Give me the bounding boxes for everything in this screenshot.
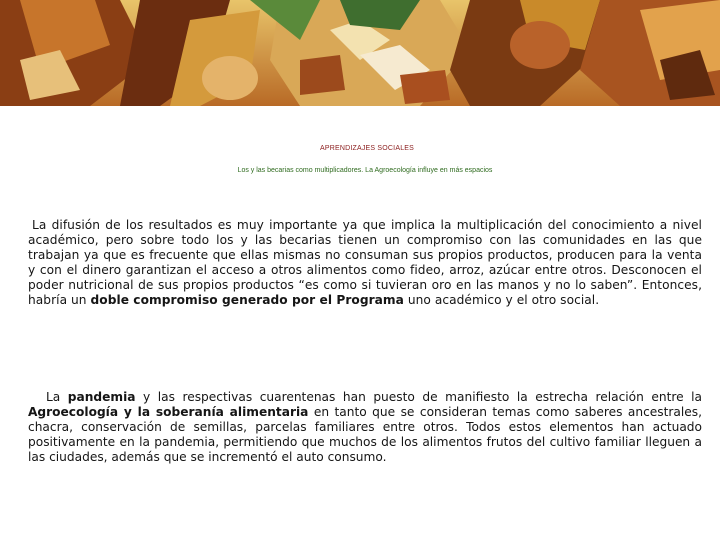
- section-heading: APRENDIZAJES SOCIALES: [319, 145, 415, 152]
- paragraph1-text-a: La difusión de los resultados es muy importante ya que implica la multiplicación del conocimiento a nivel académico, pero sobre todo los y las becarias tienen un compromiso con las comunidades en las que trabajan ya que es frecuente que ellas mismas no consuman sus propios productos, producen para la venta y con el dinero garantizan el acceso a otros alimentos como fideo, arroz, azúcar entre otros. Desconocen el poder nutricional de sus propios productos “es como si tuvieran oro en las manos y no lo saben”. Entonces, habría un: [28, 218, 702, 307]
- banner-painting: [0, 0, 720, 106]
- paragraph-dissemination: [28, 218, 702, 308]
- paragraph2-bold-a: pandemia: [67, 390, 136, 404]
- paragraph2-text-a: La: [46, 390, 68, 404]
- banner-artwork: [0, 0, 720, 106]
- paragraph-pandemic: [28, 390, 702, 465]
- paragraph1-bold-a: doble compromiso generado por el Programa: [90, 293, 404, 307]
- section-subheading: Los y las becarias como multiplicadores. La Agroecología influye en más espacios: [237, 167, 493, 174]
- paragraph2-text-b: y las respectivas cuarentenas han puesto de manifiesto la estrecha relación entre la: [135, 390, 702, 404]
- paragraph2-text-c: en tanto que se consideran temas como saberes ancestrales, chacra, conservación de semillas, parcelas familiares entre otros. Todos estos elementos han actuado positivamente en la pandemia, permitiendo que muchos de los alimentos frutos del cultivo familiar lleguen a las ciudades, además que se incrementó el auto consumo.: [28, 405, 702, 464]
- paragraph2-bold-b: Agroecología y la soberanía alimentaria: [28, 405, 309, 419]
- paragraph1-text-b: uno académico y el otro social.: [403, 293, 600, 307]
